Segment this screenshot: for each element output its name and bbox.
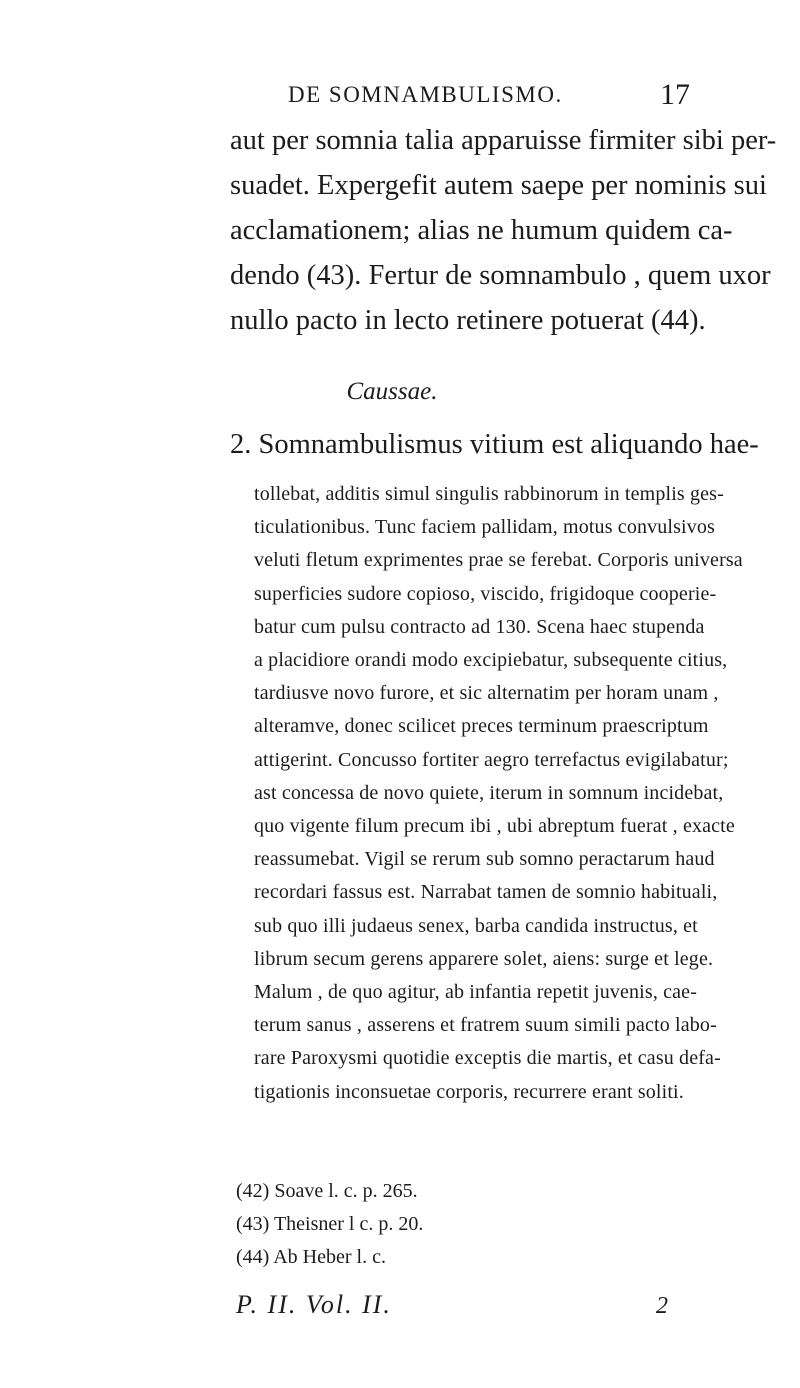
text-line: ticulationibus. Tunc faciem pallidam, motus convulsivos bbox=[254, 516, 715, 539]
text-line: tardiusve novo furore, et sic alternatim per horam unam , bbox=[254, 682, 719, 705]
text-line: attigerint. Concusso fortiter aegro terrefactus evigilabatur; bbox=[254, 748, 729, 771]
text-line: aut per somnia talia apparuisse firmiter sibi per- bbox=[230, 125, 777, 156]
footnote: (44) Ab Heber l. c. bbox=[236, 1246, 386, 1268]
running-head bbox=[0, 78, 800, 116]
running-title: DE SOMNAMBULISMO. bbox=[288, 82, 563, 107]
text-line: nullo pacto in lecto retinere potuerat (44). bbox=[230, 305, 706, 336]
small-text-block bbox=[254, 478, 743, 1109]
footnote: (43) Theisner l c. p. 20. bbox=[236, 1213, 424, 1235]
section-heading-text: Caussae. bbox=[346, 378, 438, 405]
page-number: 17 bbox=[660, 78, 690, 111]
text-line: reassumebat. Vigil se rerum sub somno peractarum haud bbox=[254, 848, 715, 871]
printer-signature: P. II. Vol. II. bbox=[236, 1290, 392, 1319]
text-line: alteramve, donec scilicet preces terminum praescriptum bbox=[254, 715, 709, 738]
paragraph-2-first-line: 2. Somnambulismus vitium est aliquando hae- bbox=[230, 429, 759, 460]
text-line: Malum , de quo agitur, ab infantia repetit juvenis, cae- bbox=[254, 981, 698, 1004]
text-line: rare Paroxysmi quotidie exceptis die martis, et casu defa- bbox=[254, 1047, 721, 1070]
paragraph-1 bbox=[230, 118, 800, 343]
signature-mark: 2 bbox=[656, 1293, 668, 1319]
text-line: suadet. Expergefit autem saepe per nominis sui bbox=[230, 170, 767, 201]
text-line: librum secum gerens apparere solet, aiens: surge et lege. bbox=[254, 947, 714, 970]
text-line: dendo (43). Fertur de somnambulo , quem uxor bbox=[230, 260, 771, 291]
text-line: tollebat, additis simul singulis rabbinorum in templis ges- bbox=[254, 483, 724, 505]
text-line: veluti fletum exprimentes prae se ferebat. Corporis universa bbox=[254, 549, 743, 572]
text-line: acclamationem; alias ne humum quidem ca- bbox=[230, 215, 733, 246]
footnotes bbox=[236, 1175, 423, 1274]
text-line: recordari fassus est. Narrabat tamen de somnio habituali, bbox=[254, 881, 718, 904]
text-line: ast concessa de novo quiete, iterum in somnum incidebat, bbox=[254, 781, 724, 804]
text-line: quo vigente filum precum ibi , ubi abreptum fuerat , exacte bbox=[254, 815, 735, 838]
text-line: sub quo illi judaeus senex, barba candida instructus, et bbox=[254, 914, 698, 937]
text-line: batur cum pulsu contracto ad 130. Scena haec stupenda bbox=[254, 615, 705, 638]
section-heading bbox=[0, 378, 800, 406]
text-line: terum sanus , asserens et fratrem suum simili pacto labo- bbox=[254, 1014, 717, 1037]
text-line: superficies sudore copioso, viscido, frigidoque cooperie- bbox=[254, 582, 717, 605]
footnote: (42) Soave l. c. p. 265. bbox=[236, 1180, 418, 1202]
text-line: tigationis inconsuetae corporis, recurrere erant soliti. bbox=[254, 1080, 684, 1103]
text-line: a placidiore orandi modo excipiebatur, subsequente citius, bbox=[254, 649, 728, 672]
